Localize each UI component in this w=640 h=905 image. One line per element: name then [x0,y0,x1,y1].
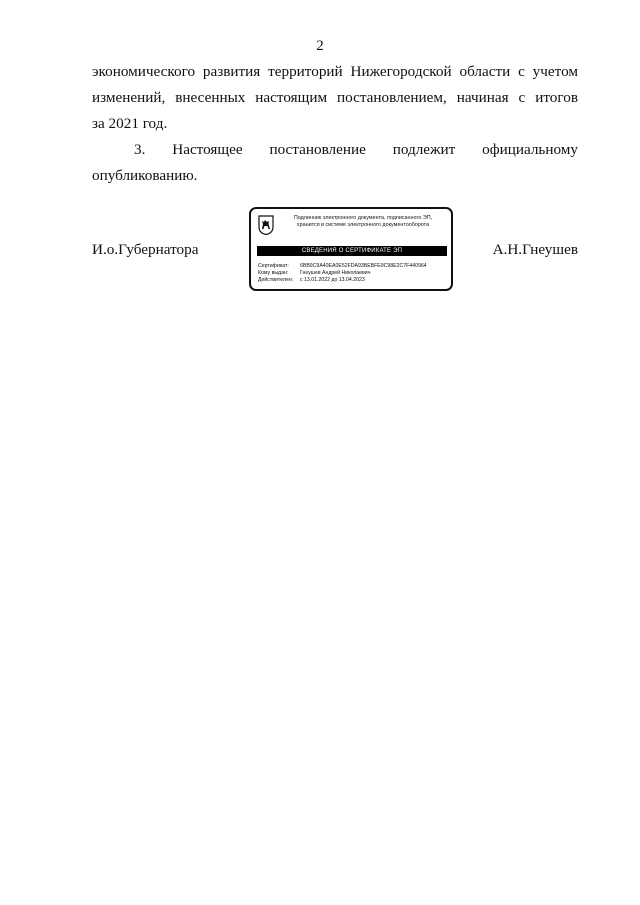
certificate-label: Сертификат: [258,263,289,269]
paragraph-2-line-1 [92,137,578,163]
emblem-icon [258,215,274,235]
stamp-header [277,215,449,229]
page-number: 2 [316,38,324,54]
valid-label: Действителен: [258,277,294,283]
paragraph-1 [92,59,578,137]
valid-value: с 13.01.2022 до 13.04.2023 [300,277,365,283]
issued-row [258,270,427,277]
valid-row [258,277,427,284]
paragraph-2 [92,137,578,189]
signatory-position: И.о.Губернатора [92,241,199,258]
paragraph-2-word: подлежит [392,141,456,158]
issued-label: Кому выдан: [258,270,289,276]
item-number: 3. [134,141,146,158]
issued-value: Гнеушев Андрей Николаевич [300,270,371,276]
paragraph-1-line-3: за 2021 год. [92,115,168,132]
signatory-name: А.Н.Гнеушев [492,241,578,258]
paragraph-2-word: официальному [482,141,578,158]
stamp-header-line-1: Подлинник электронного документа, подписанного ЭП, [293,215,433,221]
paragraph-1-line-1: экономического развития территорий Нижегородской области с учетом [92,63,578,80]
paragraph-2-line-2: опубликованию. [92,167,198,184]
certificate-value: 6BB9C9A40EA0E52FDA93BEBFE9C98E2C7F440964 [300,263,427,269]
paragraph-2-word: постановление [269,141,366,158]
stamp-info [258,263,427,284]
e-signature-stamp [249,207,453,291]
paragraph-2-word: Настоящее [172,141,243,158]
certificate-row [258,263,427,270]
stamp-band: СВЕДЕНИЯ О СЕРТИФИКАТЕ ЭП [257,246,447,256]
paragraph-1-line-2: изменений, внесенных настоящим постановлением, начиная с итогов [92,89,578,106]
stamp-header-line-2: хранится в системе электронного документооборота [296,222,430,228]
